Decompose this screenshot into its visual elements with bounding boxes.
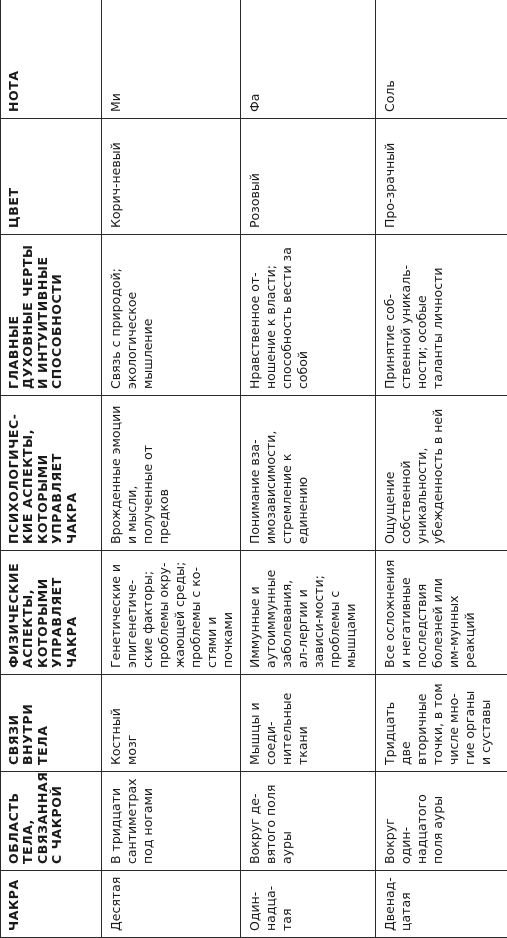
header-cell-body-links: СВЯЗИ ВНУТРИ ТЕЛА [1,675,102,772]
cell-color: Корич-невый [102,119,241,235]
table-row [102,0,241,938]
cell-psychological: Понимание вза-имозависимости, стремление к единению [241,396,376,551]
header-cell-color: ЦВЕТ [1,119,102,235]
cell-chakra: Десятая [102,871,241,938]
cell-note: Ми [102,0,241,119]
cell-spiritual: Нравственное от-ношение к власти; способность вести за собой [241,235,376,396]
header-cell-spiritual: ГЛАВНЫЕ ДУХОВНЫЕ ЧЕРТЫ И ИНТУИТИВНЫЕ СПОСОБНОСТИ [1,235,102,396]
cell-color: Розовый [241,119,376,235]
table-row [376,0,507,938]
header-cell-note: НОТА [1,0,102,119]
cell-note: Соль [376,0,507,119]
header-cell-psychological: ПСИХОЛОГИЧЕС-КИЕ АСПЕКТЫ, КОТОРЫМИ УПРАВЛЯЕТ ЧАКРА [1,396,102,551]
cell-spiritual: Связь с природой; экологическое мышление [102,235,241,396]
table-header-row [1,0,102,938]
cell-color: Про-зрачный [376,119,507,235]
cell-note: Фа [241,0,376,119]
cell-body-area: В тридцати сантиметрах под ногами [102,772,241,871]
cell-chakra: Один-надца-тая [241,871,376,938]
cell-chakra: Двенад-цатая [376,871,507,938]
cell-physical: Иммунные и аутоиммунные заболевания, ал-лергии и зависи-мости; проблемы с мышцами [241,551,376,675]
cell-body-area: Вокруг один-надцатого поля ауры [376,772,507,871]
cell-body-area: Вокруг де-вятого поля ауры [241,772,376,871]
header-cell-body-area: ОБЛАСТЬ ТЕЛА, СВЯЗАННАЯ С ЧАКРОЙ [1,772,102,871]
cell-body-links: Тридцать две вторичные точки, в том числе мно-гие органы и суставы [376,675,507,772]
cell-body-links: Мышцы и соеди-нительные ткани [241,675,376,772]
cell-psychological: Врожденные эмоции и мысли, полученные от предков [102,396,241,551]
cell-spiritual: Принятие соб-ственной уникаль-ности; особые таланты личности [376,235,507,396]
cell-body-links: Костный мозг [102,675,241,772]
header-cell-chakra: ЧАКРА [1,871,102,938]
cell-physical: Генетические и эпигенетиче-ские факторы; проблемы окру-жающей среды; проблемы с ко-стями и почками [102,551,241,675]
cell-physical: Все осложнения и негативные последствия болезней или им-мунных реакций [376,551,507,675]
cell-psychological: Ощущение собственной уникальности, убежденность в ней [376,396,507,551]
header-cell-physical: ФИЗИЧЕСКИЕ АСПЕКТЫ, КОТОРЫМИ УПРАВЛЯЕТ ЧАКРА [1,551,102,675]
table-row [241,0,376,938]
